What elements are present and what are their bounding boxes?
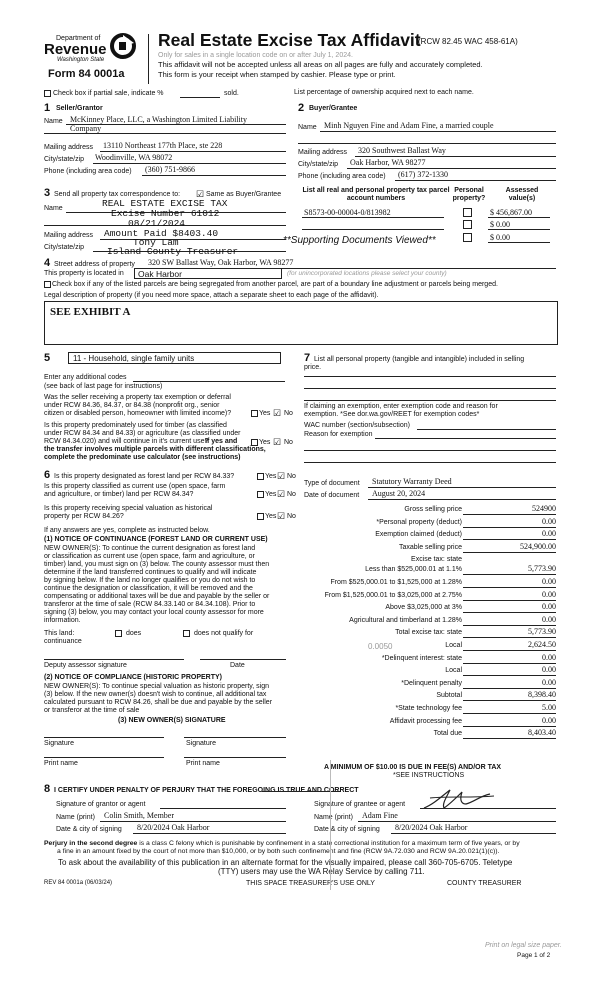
see-back-label: (see back of last page for instructions) [44, 383, 163, 390]
q-historic-line2: property per RCW 84.26? [44, 513, 124, 520]
tax-line-label: Total due [433, 730, 462, 738]
q-timber-bold3: complete the predominate use calculator (see instructions) [44, 454, 241, 461]
no-label: No [287, 491, 296, 498]
seller-city-label: City/state/zip [44, 156, 85, 163]
grantor-name-label: Name (print) [56, 814, 95, 821]
q-forest: Is this property designated as forest land per RCW 84.33? [54, 473, 235, 480]
ownership-note: List percentage of ownership acquired next to each name. [294, 89, 474, 96]
grantor-date-label: Date & city of signing [56, 826, 122, 833]
tax-line-label: Exemption claimed (deduct) [375, 531, 462, 539]
tax-line-label: *Personal property (deduct) [376, 518, 462, 526]
parcel-account-1[interactable]: S8573-00-00004-0/813982 [304, 208, 391, 217]
owner-signature-label: Signature [44, 740, 74, 747]
grantor-date-city[interactable]: 8/20/2024 Oak Harbor [137, 823, 210, 832]
personal-property-checkbox-1[interactable] [463, 208, 472, 217]
yes-label: Yes [265, 513, 277, 520]
land-does-not-checkbox[interactable] [183, 630, 190, 637]
see-instructions: *SEE INSTRUCTIONS [393, 772, 465, 779]
notice1-line: signing (3) below, you may contact your local county assessor for more [44, 609, 264, 616]
tax-line-label: From $1,525,000.01 to $3,025,000 at 2.75% [324, 591, 462, 599]
q-forest-yes-checkbox[interactable] [257, 473, 264, 480]
notice1-line: transferor at the time of sale (RCW 84.33.140 or 84.34.108). Prior to [44, 601, 256, 608]
tax-line-value[interactable]: 0.00 [542, 516, 556, 526]
section-4-number: 4 [44, 257, 51, 269]
notice2-line: (3) below. If the new owner(s) doesn't wish to continue, all additional tax [44, 691, 267, 698]
section-3-number: 3 [44, 187, 51, 199]
land-does-checkbox[interactable] [115, 630, 122, 637]
county-treasurer: COUNTY TREASURER [447, 880, 522, 887]
grantee-name[interactable]: Adam Fine [362, 811, 398, 820]
exemption-text2: exemption. *See dor.wa.gov/REET for exemption codes* [304, 411, 480, 418]
q-historic-no-checkbox[interactable]: ☑ [277, 511, 286, 521]
tax-line-label: Subtotal [436, 692, 462, 700]
tax-line-label: Affidavit processing fee [389, 717, 462, 725]
tax-line-value[interactable]: 0.00 [542, 677, 556, 687]
doc-date-label: Date of document [304, 492, 360, 499]
buyer-heading: Buyer/Grantee [309, 105, 358, 112]
tax-line-label: *Delinquent interest: state [381, 654, 462, 662]
page-number: Page 1 of 2 [517, 952, 551, 959]
same-as-buyer-checkbox[interactable]: ☑ [196, 189, 205, 199]
no-label: No [287, 513, 296, 520]
grantee-name-label: Name (print) [314, 814, 353, 821]
q-exemption-yes-checkbox[interactable] [251, 410, 258, 417]
personal-property-header: Personal property? [452, 187, 486, 203]
notice2-line: calculated pursuant to RCW 84.26, shall be due and payable by the seller [44, 699, 273, 706]
assessed-value-header: Assessed value(s) [505, 187, 539, 203]
location-hint: (for unincorporated locations please select your county) [287, 270, 447, 277]
q-current-use-no-checkbox[interactable]: ☑ [277, 489, 286, 499]
doc-type-label: Type of document [304, 480, 360, 487]
notice1-line: timber) land, you must sign on (3) below. The county assessor must then [44, 561, 270, 568]
q-current-use-yes-checkbox[interactable] [257, 491, 264, 498]
grantee-signature-icon [420, 786, 500, 812]
q-current-use-line1: Is this property classified as current use (open space, farm [44, 483, 226, 490]
tax-line-value[interactable]: 5,773.90 [528, 627, 556, 637]
no-label: No [284, 439, 293, 446]
header-note2: This affidavit will not be accepted unless all areas on all pages are fully and accurately completed. [158, 60, 483, 69]
tax-line-value[interactable]: 0.00 [542, 602, 556, 612]
stamp-line3: 08/21/2024 [128, 218, 186, 229]
personal-property-text2: price. [304, 364, 322, 371]
section-6-number: 6 [44, 469, 51, 481]
tax-line-label: Gross selling price [404, 506, 462, 513]
seller-name-label: Name [44, 118, 63, 125]
same-as-buyer-label: Same as Buyer/Grantee [206, 191, 282, 198]
stamp-line2: Excise Number 61012 [111, 208, 220, 219]
tax-line-label: Taxable selling price [398, 543, 462, 551]
dept-line2: Revenue [44, 41, 107, 58]
notice2-line: NEW OWNER(S): To continue special valuation as historic property, sign [44, 683, 269, 690]
seller-mailing-label: Mailing address [44, 144, 94, 151]
parcel-list-header: List all real and personal property tax parcel account numbers [302, 187, 450, 203]
q-timber-no-checkbox[interactable]: ☑ [273, 437, 282, 447]
notice2-line: or transferor at the time of sale [44, 707, 140, 714]
buyer-phone[interactable]: (617) 372-1330 [398, 170, 448, 179]
section-7-number: 7 [304, 352, 311, 364]
buyer-phone-label: Phone (including area code) [298, 173, 386, 180]
seller-name-line1[interactable]: McKinney Place, LLC, a Washington Limited Liability [70, 115, 247, 124]
location-select[interactable]: Oak Harbor [134, 268, 282, 279]
availability-line2: (TTY) users may use the WA Relay Service by calling 711. [218, 867, 425, 876]
tax-line-label: Local [445, 667, 462, 675]
yes-label: Yes [259, 439, 271, 446]
dept-line3: Washington State [57, 57, 105, 63]
continuance-label: continuance [44, 638, 82, 645]
buyer-mailing[interactable]: 320 Southwest Ballast Way [358, 146, 446, 155]
segregated-label: Check box if any of the listed parcels are being segregated from another parcel, are part of a boundary line adjustment or parcels being merged. [52, 281, 498, 288]
seller-phone[interactable]: (360) 751-9866 [145, 165, 195, 174]
tax-line-label: Total excise tax: state [395, 629, 462, 637]
notice1-line: determine if the land transferred continues to qualify and will indicate [44, 569, 257, 576]
legal-description: SEE EXHIBIT A [50, 306, 131, 318]
seller-name-line2[interactable]: Company [70, 124, 102, 133]
segregated-checkbox[interactable] [44, 281, 51, 288]
buyer-city[interactable]: Oak Harbor, WA 98277 [350, 158, 426, 167]
q-timber-yes-checkbox[interactable] [251, 439, 258, 446]
correspondence-label: Send all property tax correspondence to: [54, 191, 181, 198]
assessor-date-label: Date [230, 662, 245, 669]
section-1-number: 1 [44, 102, 51, 114]
header-note3: This form is your receipt when stamped by cashier. Please type or print. [158, 70, 396, 79]
located-label: This property is located in [44, 270, 124, 277]
no-label: No [287, 473, 296, 480]
assessor-sig-label: Deputy assessor signature [44, 662, 127, 669]
availability-line1: To ask about the availability of this publication in an alternate format for the visually impaired, please call 360-705-6705. Teletype [58, 858, 513, 867]
treasurer-use: THIS SPACE TREASURER'S USE ONLY [246, 880, 375, 887]
if-any-yes: If any answers are yes, complete as instructed below. [44, 527, 210, 534]
tax-line-label: Agricultural and timberland at 1.28% [349, 616, 462, 624]
stamp-line6: Island County Treasurer [107, 246, 239, 257]
notice1-line: compensating or additional taxes will be due and payable by the seller or [44, 593, 270, 600]
q-timber-line3: RCW 84.34.020) and will continue in it's current use? [44, 438, 209, 445]
buyer-city-label: City/state/zip [298, 161, 339, 168]
q-timber-bold1: If yes and [205, 438, 238, 445]
tax-line-value[interactable]: 0.00 [542, 614, 556, 624]
partial-sale-sold: sold. [224, 90, 239, 97]
section-5-number: 5 [44, 352, 51, 364]
notice3-title: (3) NEW OWNER(S) SIGNATURE [118, 717, 226, 724]
page-title: Real Estate Excise Tax Affidavit [158, 30, 421, 50]
perjury-line1: Perjury in the second degree is a class C felony which is punishable by confinement in a state correctional institution for a maximum term of five years, or by [44, 840, 520, 847]
tax-line-value[interactable]: 2,624.50 [528, 640, 556, 649]
q-exemption-line2: under RCW 84.36, 84.37, or 84.38 (nonprofit org., senior [44, 402, 220, 409]
street-label: Street address of property [54, 261, 135, 268]
assessed-value-2[interactable]: $ 0.00 [490, 220, 510, 229]
doc-type[interactable]: Statutory Warranty Deed [372, 477, 452, 486]
this-land-label: This land: [44, 630, 75, 637]
yes-label: Yes [265, 473, 277, 480]
q-timber-line1: Is this property predominately used for timber (as classified [44, 422, 227, 429]
notice1-title: (1) NOTICE OF CONTINUANCE (FOREST LAND OR CURRENT USE) [44, 536, 268, 543]
tax-line-value[interactable]: 5.00 [542, 703, 556, 712]
stamp-line1: REAL ESTATE EXCISE TAX [102, 198, 228, 209]
personal-property-checkbox-3[interactable] [463, 233, 472, 242]
grantee-date-city[interactable]: 8/20/2024 Oak Harbor [395, 823, 468, 832]
land-use-code-select[interactable]: 11 - Household, single family units [68, 352, 281, 364]
tax-line-value[interactable]: 0.00 [542, 529, 556, 539]
q-exemption-line3: citizen or disabled person, homeowner with limited income)? [44, 410, 232, 417]
land-does-label: does [126, 630, 142, 637]
form-number: Form 84 0001a [48, 68, 125, 80]
no-label: No [284, 410, 293, 417]
supporting-docs-stamp: **Supporting Documents Viewed** [283, 235, 436, 246]
partial-sale-checkbox[interactable] [44, 90, 51, 97]
seller-city[interactable]: Woodinville, WA 98072 [95, 153, 173, 162]
q-forest-no-checkbox[interactable]: ☑ [277, 471, 286, 481]
section-8-number: 8 [44, 783, 51, 795]
corr-city-label: City/state/zip [44, 244, 85, 251]
q-timber-bold2: the transfer involves multiple parcels with different classifications, [44, 446, 266, 453]
tax-line-value[interactable]: 0.00 [542, 589, 556, 599]
seller-heading: Seller/Grantor [56, 105, 103, 112]
tax-line-label: *Delinquent penalty [401, 679, 462, 687]
buyer-name[interactable]: Minh Nguyen Fine and Adam Fine, a married couple [324, 121, 494, 130]
tax-line-value[interactable]: 8,403.40 [528, 728, 556, 738]
seller-phone-label: Phone (including area code) [44, 168, 132, 175]
personal-property-checkbox-2[interactable] [463, 220, 472, 229]
certify-statement: I CERTIFY UNDER PENALTY OF PERJURY THAT THE FOREGOING IS TRUE AND CORRECT [54, 787, 359, 794]
tax-line-value[interactable]: 5,773.90 [528, 564, 556, 574]
section-2-number: 2 [298, 102, 305, 114]
header-note1: Only for sales in a single location code on or after July 1, 2024. [158, 52, 353, 59]
tax-line-label: *State technology fee [395, 705, 462, 712]
buyer-name-label: Name [298, 124, 317, 131]
q-current-use-line2: and agriculture, or timber) land per RCW 84.34? [44, 491, 194, 498]
notice1-line: NEW OWNER(S): To continue the current designation as forest land [44, 545, 256, 552]
q-exemption-no-checkbox[interactable]: ☑ [273, 408, 282, 418]
buyer-mailing-label: Mailing address [298, 149, 348, 156]
dor-logo-icon [110, 33, 136, 59]
tax-line-value[interactable]: 0.00 [542, 577, 556, 586]
minimum-due: A MINIMUM OF $10.00 IS DUE IN FEE(S) AND/OR TAX [324, 764, 502, 771]
tax-line-label: Above $3,025,000 at 3% [385, 604, 462, 612]
q-historic-yes-checkbox[interactable] [257, 513, 264, 520]
grantee-date-label: Date & city of signing [314, 826, 380, 833]
local-rate-field[interactable]: 0.0050 [368, 642, 393, 651]
notice1-line: by signing below. If the land no longer qualifies or you do not wish to [44, 577, 256, 584]
tax-line-label: Less than $525,000.01 at 1.1% [365, 566, 462, 574]
additional-codes-label: Enter any additional codes [44, 374, 127, 381]
grantee-sig-label: Signature of grantee or agent [314, 801, 406, 808]
notice2-title: (2) NOTICE OF COMPLIANCE (HISTORIC PROPERTY) [44, 674, 222, 681]
tax-line-value[interactable]: 0.00 [542, 715, 556, 725]
q-exemption-line1: Was the seller receiving a property tax exemption or deferral [44, 394, 231, 401]
yes-label: Yes [259, 410, 271, 417]
notice1-line: information. [44, 617, 81, 624]
tax-line-value[interactable]: 524,900.00 [520, 541, 556, 551]
property-street[interactable]: 320 SW Ballast Way, Oak Harbor, WA 98277 [148, 258, 294, 267]
tax-line-label: From $525,000.01 to $1,525,000 at 1.28% [330, 579, 462, 586]
tax-line-value[interactable]: 8,398.40 [528, 690, 556, 700]
dept-line1: Department of [56, 35, 101, 42]
tax-line-value[interactable]: 0.00 [542, 652, 556, 662]
personal-property-text1: List all personal property (tangible and intangible) included in selling [314, 356, 525, 363]
stamp-line4: Amount Paid $8403.40 [104, 228, 219, 239]
legal-desc-label: Legal description of property (if you need more space, attach a separate sheet to each page of the affidavit). [44, 292, 379, 299]
owner-print-name-label: Print name [186, 760, 220, 767]
seller-mailing[interactable]: 13110 Northeast 177th Place, ste 228 [103, 141, 223, 150]
partial-sale-label: Check box if partial sale, indicate % [53, 90, 164, 97]
perjury-line2: a fine in an amount fixed by the court of not more than $10,000, or by both such confinement and fine (RCW 9A.72.030 and RCW 9A.20.021(1)(c)). [57, 848, 500, 855]
stamp-line5: Tony Lam [133, 237, 179, 248]
tax-line-label: Local [445, 642, 462, 649]
corr-mailing-label: Mailing address [44, 232, 94, 239]
doc-date[interactable]: August 20, 2024 [372, 489, 426, 498]
rcw-ref: (RCW 82.45 WAC 458-61A) [418, 37, 518, 46]
land-does-not-label: does not qualify for [194, 630, 254, 637]
corr-name-label: Name [44, 205, 63, 212]
reason-label: Reason for exemption [304, 431, 373, 438]
exemption-text1: If claiming an exemption, enter exemption code and reason for [304, 403, 498, 410]
wac-label: WAC number (section/subsection) [304, 422, 410, 429]
notice1-line: continue the designation or classification, it will be removed and the [44, 585, 253, 592]
yes-label: Yes [265, 491, 277, 498]
grantor-name[interactable]: Colin Smith, Member [104, 811, 174, 820]
owner-print-name-label: Print name [44, 760, 78, 767]
owner-signature-label: Signature [186, 740, 216, 747]
assessed-value-1[interactable]: $ 456,867.00 [490, 208, 532, 217]
tax-line-label: Excise tax: state [411, 556, 462, 564]
notice1-line: or classification as current use (open space, farm and agriculture, or [44, 553, 255, 560]
legal-size-note: Print on legal size paper. [485, 942, 562, 949]
q-timber-line2: under RCW 84.34 and 84.33) or agriculture (as classified under [44, 430, 241, 437]
q-historic-line1: Is this property receiving special valuation as historical [44, 505, 213, 512]
assessed-value-3[interactable]: $ 0.00 [490, 233, 510, 242]
grantor-sig-label: Signature of grantor or agent [56, 801, 146, 808]
tax-line-value[interactable]: 524900 [532, 504, 556, 513]
rev-number: REV 84 0001a (06/03/24) [44, 880, 113, 886]
tax-line-value[interactable]: 0.00 [542, 665, 556, 675]
